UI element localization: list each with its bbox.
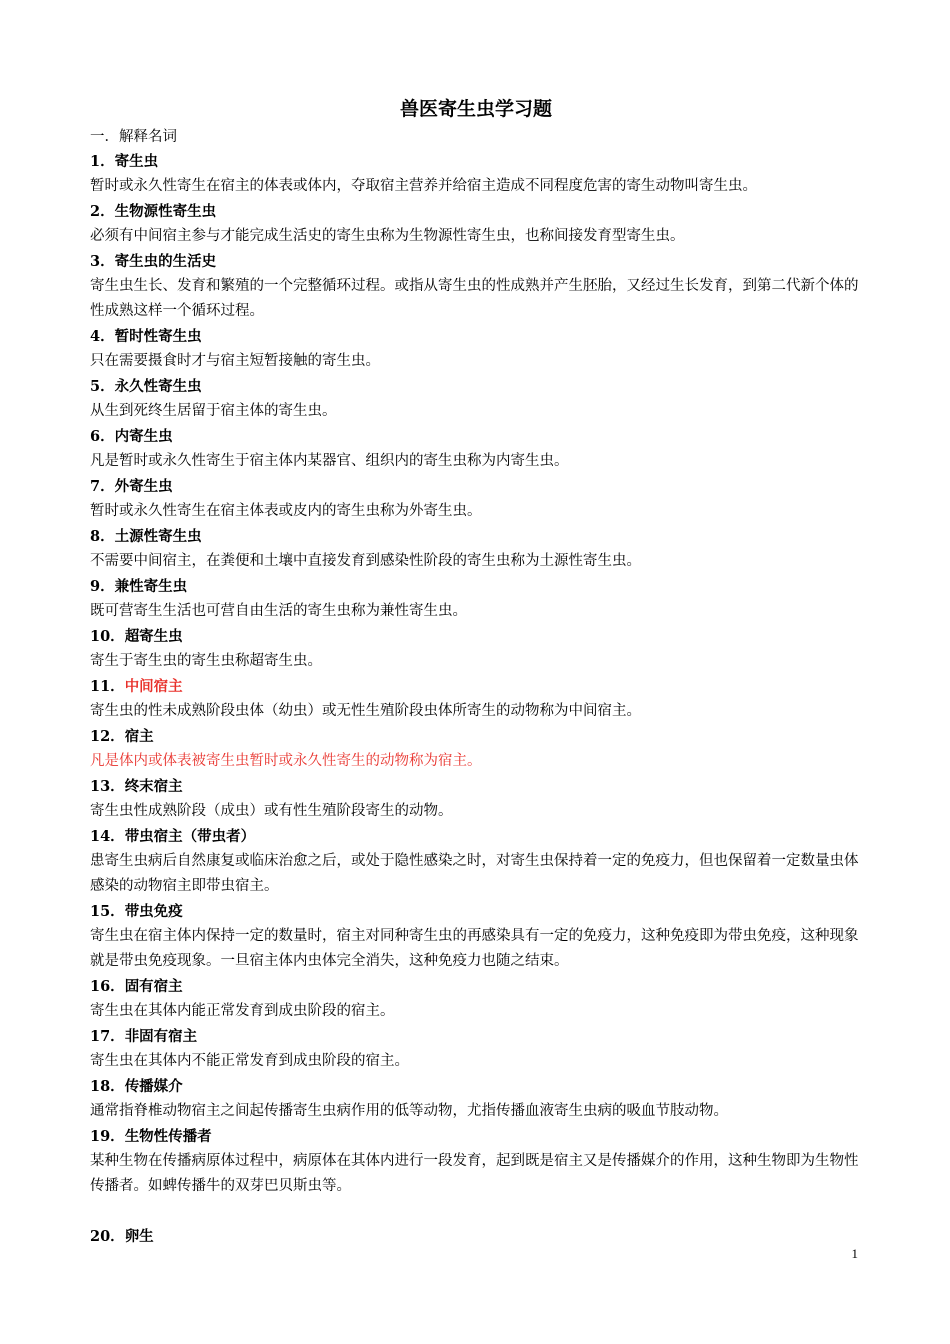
term-name: 寄生虫 [114, 153, 159, 170]
term-name: 内寄生虫 [114, 428, 173, 445]
document-page [90, 96, 862, 1249]
term-heading [90, 249, 862, 274]
term-heading [90, 674, 862, 699]
term-heading [90, 974, 862, 999]
term-name: 中间宿主 [124, 678, 183, 695]
term-number: 15． [90, 903, 125, 920]
term-definition: 寄生虫生长、发育和繁殖的一个完整循环过程。或指从寄生虫的性成熟并产生胚胎，又经过生长发育，到第二代新个体的性成熟这样一个循环过程。 [90, 278, 859, 319]
term-definition: 凡是暂时或永久性寄生于宿主体内某器官、组织内的寄生虫称为内寄生虫。 [90, 453, 569, 469]
term-entry [90, 899, 862, 974]
term-definition: 寄生于寄生虫的寄生虫称超寄生虫。 [90, 653, 322, 669]
term-list [90, 149, 862, 1199]
term-name: 超寄生虫 [124, 628, 183, 645]
term-name: 寄生虫的生活史 [114, 253, 217, 270]
term-entry [90, 774, 862, 824]
term-definition: 寄生虫在其体内不能正常发育到成虫阶段的宿主。 [90, 1053, 409, 1069]
term-number: 1． [90, 153, 115, 170]
term-name: 外寄生虫 [114, 478, 173, 495]
term-definition: 寄生虫在宿主体内保持一定的数量时，宿主对同种寄生虫的再感染具有一定的免疫力，这种免疫即为带虫免疫，这种现象就是带虫免疫现象。一旦宿主体内虫体完全消失，这种免疫力也随之结束。 [90, 928, 859, 969]
term-definition: 必须有中间宿主参与才能完成生活史的寄生虫称为生物源性寄生虫，也称间接发育型寄生虫。 [90, 228, 685, 244]
term-entry [90, 974, 862, 1024]
term-entry [90, 424, 862, 474]
term-number: 2． [90, 203, 115, 220]
term-entry [90, 474, 862, 524]
term-definition: 只在需要摄食时才与宿主短暂接触的寄生虫。 [90, 353, 380, 369]
term-number: 17． [90, 1028, 125, 1045]
term-entry [90, 149, 862, 199]
term-number: 6． [90, 428, 115, 445]
term-number: 11． [90, 678, 125, 695]
term-number: 5． [90, 378, 115, 395]
term-definition: 某种生物在传播病原体过程中，病原体在其体内进行一段发育，起到既是宿主又是传播媒介的作用，这种生物即为生物性传播者。如蜱传播牛的双芽巴贝斯虫等。 [90, 1153, 859, 1194]
term-name: 宿主 [124, 728, 154, 745]
term-definition: 不需要中间宿主，在粪便和土壤中直接发育到感染性阶段的寄生虫称为土源性寄生虫。 [90, 553, 641, 569]
term-name: 土源性寄生虫 [114, 528, 202, 545]
term-definition: 通常指脊椎动物宿主之间起传播寄生虫病作用的低等动物，尤指传播血液寄生虫病的吸血节肢动物。 [90, 1103, 728, 1119]
term-definition: 寄生虫性成熟阶段（成虫）或有性生殖阶段寄生的动物。 [90, 803, 453, 819]
term-number: 3． [90, 253, 115, 270]
term-name: 暂时性寄生虫 [114, 328, 202, 345]
term-name: 卵生 [124, 1228, 154, 1245]
term-heading [90, 424, 862, 449]
term-definition: 凡是体内或体表被寄生虫暂时或永久性寄生的动物称为宿主。 [90, 753, 482, 769]
term-name: 非固有宿主 [124, 1028, 198, 1045]
term-name: 终末宿主 [124, 778, 183, 795]
term-entry [90, 324, 862, 374]
term-heading [90, 574, 862, 599]
term-definition: 暂时或永久性寄生在宿主体表或皮内的寄生虫称为外寄生虫。 [90, 503, 482, 519]
term-entry [90, 249, 862, 324]
term-number: 4． [90, 328, 115, 345]
term-number: 16． [90, 978, 125, 995]
term-heading [90, 524, 862, 549]
term-number: 20． [90, 1228, 125, 1245]
term-entry [90, 1074, 862, 1124]
term-number: 14． [90, 828, 125, 845]
term-definition: 患寄生虫病后自然康复或临床治愈之后，或处于隐性感染之时，对寄生虫保持着一定的免疫力，但也保留着一定数量虫体感染的动物宿主即带虫宿主。 [90, 853, 859, 894]
term-entry [90, 624, 862, 674]
section-heading: 一．解释名词 [90, 129, 177, 145]
term-entry [90, 1024, 862, 1074]
term-entry [90, 674, 862, 724]
term-name: 生物性传播者 [124, 1128, 212, 1145]
term-number: 9． [90, 578, 115, 595]
term-heading [90, 899, 862, 924]
term-heading [90, 824, 862, 849]
term-name: 兼性寄生虫 [114, 578, 188, 595]
term-number: 12． [90, 728, 125, 745]
term-heading [90, 199, 862, 224]
term-heading [90, 324, 862, 349]
term-entry [90, 1124, 862, 1199]
blank-line [90, 1199, 862, 1224]
term-definition: 寄生虫的性未成熟阶段虫体（幼虫）或无性生殖阶段虫体所寄生的动物称为中间宿主。 [90, 703, 641, 719]
term-definition: 暂时或永久性寄生在宿主的体表或体内，夺取宿主营养并给宿主造成不同程度危害的寄生动物叫寄生虫。 [90, 178, 757, 194]
term-entry [90, 374, 862, 424]
term-definition: 寄生虫在其体内能正常发育到成虫阶段的宿主。 [90, 1003, 395, 1019]
page-number: 1 [851, 1246, 858, 1261]
term-heading [90, 1074, 862, 1099]
term-heading [90, 774, 862, 799]
term-heading [90, 374, 862, 399]
term-entry [90, 824, 862, 899]
term-number: 10． [90, 628, 125, 645]
term-name: 永久性寄生虫 [114, 378, 202, 395]
term-name: 传播媒介 [124, 1078, 183, 1095]
term-number: 8． [90, 528, 115, 545]
term-heading [90, 624, 862, 649]
term-name: 生物源性寄生虫 [114, 203, 217, 220]
term-name: 固有宿主 [124, 978, 183, 995]
term-definition: 既可营寄生生活也可营自由生活的寄生虫称为兼性寄生虫。 [90, 603, 467, 619]
term-heading [90, 1024, 862, 1049]
term-entry [90, 574, 862, 624]
term-name: 带虫免疫 [124, 903, 183, 920]
document-title: 兽医寄生虫学习题 [399, 98, 552, 120]
term-entry [90, 199, 862, 249]
term-entry [90, 724, 862, 774]
term-heading [90, 474, 862, 499]
term-heading [90, 149, 862, 174]
term-heading [90, 1224, 862, 1249]
term-number: 18． [90, 1078, 125, 1095]
term-number: 13． [90, 778, 125, 795]
term-number: 7． [90, 478, 115, 495]
term-name: 带虫宿主（带虫者） [124, 828, 256, 845]
term-definition: 从生到死终生居留于宿主体的寄生虫。 [90, 403, 337, 419]
term-heading [90, 1124, 862, 1149]
term-heading [90, 724, 862, 749]
term-entry [90, 524, 862, 574]
term-number: 19． [90, 1128, 125, 1145]
